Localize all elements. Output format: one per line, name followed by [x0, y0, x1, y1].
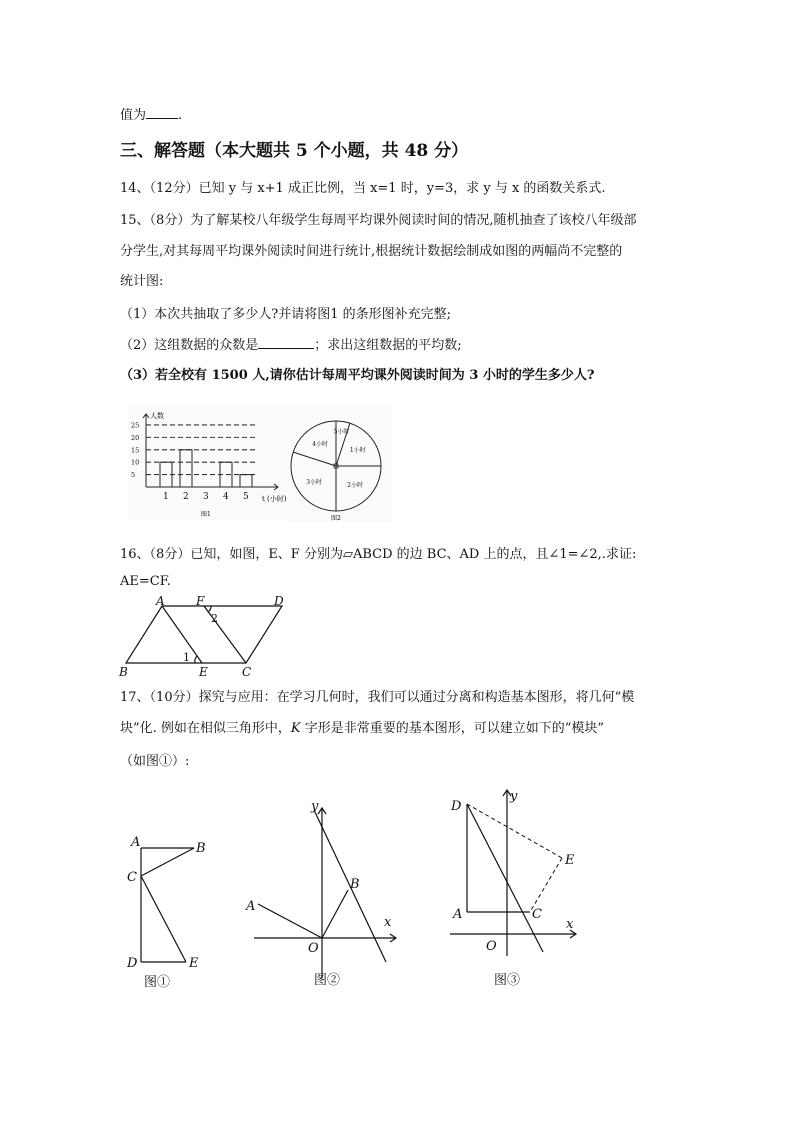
- fig2-label-o: O: [308, 941, 319, 956]
- fig3-label-y: y: [510, 789, 518, 804]
- fig3-label-c: C: [532, 907, 542, 922]
- fig3-label-o: O: [486, 939, 497, 954]
- label-b: B: [119, 665, 128, 679]
- label-a: A: [156, 594, 165, 608]
- bar-ytick-15: 15: [131, 446, 140, 455]
- segment-bc: [141, 848, 194, 876]
- q17-line2-text: 块”化. 例如在相似三角形中，: [120, 721, 291, 736]
- fig2-label-b: B: [350, 877, 360, 892]
- fig2-caption: 图②: [314, 973, 341, 988]
- bar-chart-title: 图1: [201, 511, 211, 518]
- segment-ob: [322, 890, 348, 938]
- bar-ytick-25: 25: [131, 421, 140, 430]
- answer-blank: [146, 118, 178, 119]
- prev-answer-text: 值为: [120, 108, 147, 123]
- q17-line3: （如图①）:: [120, 754, 190, 769]
- segment-ae: [162, 606, 202, 663]
- pie-chart-figure: [288, 404, 392, 522]
- fig3-label-d: D: [451, 799, 462, 814]
- figure-2: [244, 796, 404, 992]
- bar-xtick-1: 1: [163, 492, 169, 502]
- q17-line2: [120, 717, 604, 736]
- fig1-label-d: D: [127, 956, 138, 971]
- angle-1-label: 1: [183, 651, 190, 664]
- label-c: C: [242, 665, 252, 679]
- mode-blank: [258, 348, 314, 349]
- fig1-caption: 图①: [144, 975, 171, 990]
- fig1-label-b: B: [196, 841, 206, 856]
- fig3-caption: 图③: [494, 973, 521, 988]
- fig3-label-x: x: [566, 917, 574, 932]
- segment-oa: [258, 904, 322, 938]
- fig2-label-a: A: [246, 899, 256, 914]
- label-d: D: [274, 594, 284, 608]
- prev-answer-line: [120, 104, 182, 123]
- q17-line1: 17、（10分）探究与应用：在学习几何时，我们可以通过分离和构造基本图形，将几何“模: [120, 690, 635, 705]
- q14-text: 14、（12分）已知 y 与 x+1 成正比例，当 x=1 时，y=3，求 y 与 x 的函数关系式.: [120, 181, 606, 196]
- segment-ce: [141, 876, 186, 962]
- fig3-label-a: A: [453, 907, 463, 922]
- section-title: 三、解答题（本大题共 5 个小题，共 48 分）: [120, 141, 469, 161]
- bar-xtick-5: 5: [243, 492, 249, 502]
- prev-answer-end: .: [178, 108, 183, 123]
- bar-chart-ylabel: 人数: [150, 412, 164, 420]
- bar-ytick-5: 5: [131, 471, 136, 480]
- parallelogram-figure: [118, 594, 294, 680]
- q15-line1: 15、（8分）为了解某校八年级学生每周平均课外阅读时间的情况,随机抽查了该校八年级部: [120, 213, 637, 228]
- fig2-label-y: y: [311, 799, 319, 814]
- bar-chart-xlabel: t (小时): [262, 495, 287, 503]
- q15-line2: 分学生,对其每周平均课外阅读时间进行统计,根据统计数据绘制成如图的两幅尚不完整的: [120, 244, 623, 259]
- q15-sub2: [120, 334, 462, 353]
- fig1-label-e: E: [189, 956, 199, 971]
- fig1-label-c: C: [127, 870, 137, 885]
- bar-ytick-10: 10: [131, 458, 140, 467]
- q15-sub1: （1）本次共抽取了多少人?并请将图1 的条形图补充完整;: [120, 307, 452, 322]
- pie-label-1: 1小时: [349, 447, 366, 455]
- q17-line2-text-end: 字形是非常重要的基本图形，可以建立如下的“模块”: [300, 721, 605, 736]
- parallelogram-abcd: [126, 606, 282, 663]
- pie-chart-title: 图2: [331, 515, 341, 522]
- pie-label-4: 4小时: [312, 441, 329, 449]
- q16-line2: AE=CF.: [120, 574, 171, 589]
- bar-ytick-20: 20: [131, 433, 140, 442]
- bar-xtick-3: 3: [203, 492, 209, 502]
- pie-label-3: 3小时: [306, 478, 323, 486]
- pie-label-0: 5小时: [333, 428, 350, 436]
- pie-label-2: 2小时: [347, 482, 364, 490]
- q15-sub2-text-end: ；求出这组数据的平均数;: [314, 338, 462, 353]
- q15-sub2-text: （2）这组数据的众数是: [120, 338, 259, 353]
- bar-xtick-4: 4: [223, 492, 229, 502]
- fig2-label-x: x: [384, 915, 392, 930]
- q15-line3: 统计图:: [120, 274, 164, 289]
- q15-sub3: （3）若全校有 1500 人,请你估计每周平均课外阅读时间为 3 小时的学生多少人?: [120, 368, 595, 383]
- fig1-label-a: A: [131, 835, 141, 850]
- fig3-label-e: E: [565, 853, 575, 868]
- q16-text: 16、（8分）已知，如图，E、F 分别为▱ABCD 的边 BC、AD 上的点，且∠1=∠2,.求证:: [120, 547, 637, 562]
- k-letter: K: [290, 721, 301, 736]
- segment-ec-dashed: [530, 858, 562, 912]
- bar-xtick-2: 2: [183, 492, 189, 502]
- label-f: F: [196, 594, 205, 608]
- figure-3: [444, 786, 594, 990]
- label-e: E: [199, 665, 208, 679]
- angle-1-arc: [195, 656, 197, 663]
- angle-2-label: 2: [211, 612, 218, 625]
- figure-1: [118, 826, 218, 990]
- line-l: [467, 804, 543, 952]
